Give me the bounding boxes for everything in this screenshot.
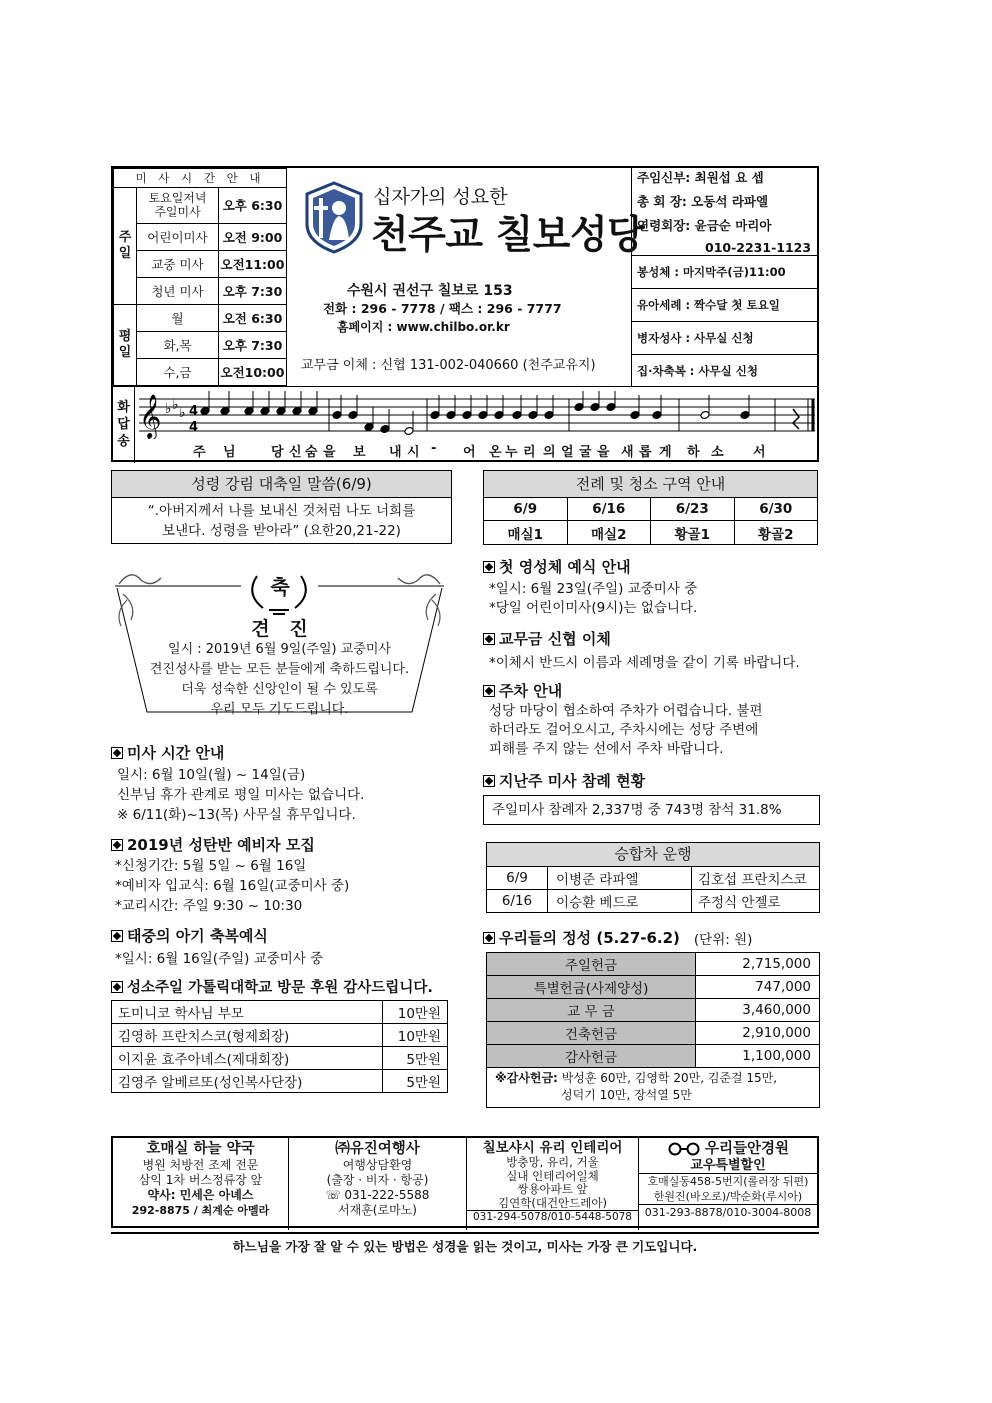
offering-name: 주일헌금	[487, 953, 696, 976]
lyric-syllable: -	[431, 441, 437, 456]
music-staff	[139, 391, 815, 439]
confirmation-text	[111, 640, 448, 720]
offering-name: 교 무 금	[487, 999, 696, 1022]
offering-amount: 1,100,000	[696, 1045, 820, 1068]
staff-info	[631, 168, 819, 386]
svg-text:♭: ♭	[172, 397, 179, 413]
liturgy-date: 6/16	[567, 498, 651, 521]
lyric-syllable: 새	[621, 445, 634, 460]
diamond-bullet-icon	[483, 561, 495, 573]
mass-time: 오전11:00	[219, 251, 287, 278]
van-title: 승합차 운행	[486, 842, 820, 867]
staff-list	[631, 168, 819, 256]
lyric-syllable: 얼	[561, 445, 574, 460]
ads-bar	[111, 1136, 819, 1228]
christmas-choir-text: *신청기간: 5월 5일 ~ 6월 16일 *예비자 입교식: 6월 16일(교중미사 중) *교리시간: 주일 9:30 ~ 10:30	[115, 858, 350, 914]
svg-text:♭: ♭	[165, 401, 172, 417]
offering-name: 건축헌금	[487, 1022, 696, 1045]
diamond-bullet-icon	[111, 930, 123, 942]
first-communion-heading: 첫 영성체 예식 안내	[483, 556, 631, 577]
donor-name: 김영하 프란치스코(형제회장)	[112, 1024, 383, 1047]
diamond-bullet-icon	[111, 839, 123, 851]
liturgy-date: 6/30	[734, 498, 818, 521]
offering-name: 특별헌금(사제양성)	[487, 976, 696, 999]
pentecost-title: 성령 강림 대축일 말씀(6/9)	[111, 470, 452, 498]
sunday-label: 주일	[114, 187, 137, 304]
pentecost-text: 보낸다. 성령을 받아라” (요한20,21-22)	[162, 523, 401, 539]
liturgy-date: 6/9	[484, 498, 568, 521]
offerings-note-label: ※감사헌금:	[495, 1071, 558, 1085]
offering-amount: 2,715,000	[696, 953, 820, 976]
glasses-icon	[667, 1142, 701, 1156]
church-address: 수원시 권선구 칠보로 153	[347, 283, 513, 299]
lyric-syllable: 하	[687, 445, 700, 460]
church-info	[287, 168, 645, 386]
ad-optical: 우리들안경원 교우특별할인 호매실동458-5번지(롤러장 뒤편) 한원진(바오로)/박순화(루시아) 031-293-8878/010-3004-8008	[639, 1138, 817, 1230]
bulletin-header	[111, 166, 819, 462]
lyric-syllable: 게	[659, 445, 672, 460]
lyric-syllable: 누	[505, 445, 518, 460]
donor-name: 도미니코 학사님 부모	[112, 1001, 383, 1024]
parking-text: 성당 마당이 협소하여 주차가 어렵습니다. 불편 하더라도 걸어오시고, 주차시에는 성당 주변에 피해를 주지 않는 선에서 주차 바랍니다.	[489, 703, 763, 757]
ad-name: 칠보샤시 유리 인테리어	[482, 1140, 623, 1156]
mass-time: 오전 9:00	[219, 224, 287, 251]
liturgy-area: 황골2	[734, 521, 818, 545]
lyric-syllable: 신	[289, 445, 302, 460]
unborn-blessing-text: *일시: 6월 16일(주일) 교중미사 중	[115, 951, 324, 967]
mass-name: 수,금	[137, 358, 219, 385]
donor-amount: 10만원	[383, 1024, 448, 1047]
lyric-syllable: 롭	[639, 445, 652, 460]
diamond-bullet-icon	[483, 685, 495, 697]
offerings-table	[486, 952, 820, 1068]
church-account: 교무금 이체 : 신협 131-002-040660 (천주교유지)	[301, 358, 596, 373]
church-subtitle: 십자가의 성요한	[373, 186, 508, 208]
church-homepage: 홈페이지 : www.chilbo.or.kr	[337, 320, 510, 334]
responsorial-psalm	[113, 386, 819, 463]
diamond-bullet-icon	[111, 981, 123, 993]
mass-time: 오전10:00	[219, 358, 287, 385]
christmas-choir-heading: 2019년 성탄반 예비자 모집	[111, 834, 315, 855]
svg-text:𝄞: 𝄞	[139, 394, 162, 438]
ad-name: ㈜유진여행사	[335, 1141, 420, 1157]
mass-name: 어린이미사	[137, 224, 219, 251]
confirmation-line: 더욱 성숙한 신앙인이 될 수 있도록	[181, 682, 378, 697]
mass-notice-heading: 미사 시간 안내	[111, 742, 224, 763]
offerings-note-text: 성덕기 10만, 장석열 5만	[561, 1088, 692, 1102]
lyric-syllable: 리	[523, 445, 536, 460]
mass-schedule-heading: 미 사 시 간 안 내	[114, 169, 287, 188]
pentecost-box	[111, 498, 452, 544]
lyric-syllable: 숨	[305, 445, 318, 460]
confirmation-line: 견진성사를 받는 모든 분들에게 축하드립니다.	[149, 662, 410, 677]
diamond-bullet-icon	[483, 633, 495, 645]
offerings-unit: (단위: 원)	[693, 931, 753, 948]
lyric-syllable: 시	[407, 445, 420, 460]
van-driver: 이병준 라파엘	[548, 867, 692, 890]
offering-name: 감사헌금	[487, 1045, 696, 1068]
offering-amount: 3,460,000	[696, 999, 820, 1022]
liturgy-title: 전례 및 청소 구역 안내	[483, 470, 818, 498]
confirmation-line: 우리 모두 기도드립니다.	[210, 702, 349, 717]
pastor-name: 주임신부: 최원섭 요 셉	[637, 170, 764, 185]
diamond-bullet-icon	[111, 747, 123, 759]
liturgy-table	[483, 497, 818, 545]
church-emblem-icon	[303, 180, 365, 254]
lyric-syllable: 내	[389, 445, 402, 460]
donor-name: 이지윤 효주아녜스(제대회장)	[112, 1047, 383, 1070]
lyric-syllable: 의	[543, 445, 556, 460]
weekday-label: 평일	[114, 304, 137, 385]
liturgy-area: 매실1	[484, 521, 568, 545]
mass-name: 토요일저녁 주일미사	[137, 187, 219, 223]
ad-pharmacy: 호매실 하늘 약국 병원 처방전 조제 전문 삼익 1차 버스정류장 앞 약사: 민세은 아녜스 292-8875 / 최계순 아멜라	[113, 1138, 289, 1230]
tithe-text: *이체시 반드시 이름과 세례명을 같이 기록 바랍니다.	[489, 655, 800, 671]
unborn-blessing-heading: 태중의 아기 축복예식	[111, 925, 268, 946]
anointing-info: 봉성체 : 마지막주(금)11:00	[631, 256, 819, 289]
liturgy-date: 6/23	[651, 498, 735, 521]
lyric-syllable: 어	[463, 445, 476, 460]
tithe-heading: 교무금 신협 이체	[483, 628, 611, 649]
ad-interior: 칠보샤시 유리 인테리어 방충망, 유리, 거울 실내 인테리어일체 쌍용아파트 앞 김연학(대건안드레아) 031-294-5078/010-5448-5078	[467, 1138, 639, 1230]
donor-name: 김영주 알베르또(성인복사단장)	[112, 1070, 383, 1093]
pentecost-text: “.아버지께서 나를 보내신 것처럼 나도 너희를	[147, 503, 416, 519]
donations-heading: 성소주일 가톨릭대학교 방문 후원 감사드립니다.	[111, 976, 433, 997]
offerings-heading: 우리들의 정성 (5.27-6.2) (단위: 원)	[483, 927, 752, 948]
van-driver: 김호섭 프란치스코	[692, 867, 820, 890]
svg-text:4: 4	[189, 404, 199, 419]
offerings-note	[486, 1068, 820, 1108]
ad-name: 호매실 하늘 약국	[146, 1141, 255, 1157]
infant-baptism-info: 유아세례 : 짝수달 첫 토요일	[631, 289, 819, 322]
ad-name: 우리들안경원	[704, 1141, 790, 1157]
van-date: 6/16	[487, 890, 548, 913]
mass-name: 월	[137, 304, 219, 331]
footer-divider	[111, 1232, 819, 1234]
liturgy-area: 매실2	[567, 521, 651, 545]
svg-text:♭: ♭	[179, 405, 186, 421]
liaison-name: 연령회장: 윤금순 마리아	[637, 218, 772, 233]
house-blessing-info: 집·차축복 : 사무실 신청	[637, 363, 758, 378]
donor-amount: 10만원	[383, 1001, 448, 1024]
footer-quote: 하느님을 가장 잘 알 수 있는 방법은 성경을 읽는 것이고, 미사는 가장 큰 기도입니다.	[232, 1239, 698, 1254]
church-phone: 전화 : 296 - 7778 / 팩스 : 296 - 7777	[323, 301, 562, 316]
lyric-syllable: 보	[353, 445, 366, 460]
van-table	[486, 866, 820, 913]
donor-amount: 5만원	[383, 1070, 448, 1093]
attendance-box: 주일미사 참례자 2,337명 중 743명 참석 31.8%	[483, 795, 820, 825]
offerings-note-text: 박성훈 60만, 김영학 20만, 김준걸 15만,	[557, 1071, 778, 1085]
confirmation-box	[111, 566, 448, 731]
first-communion-text: *일시: 6월 23일(주일) 교중미사 중 *당일 어린이미사(9시)는 없습니다.	[489, 581, 698, 616]
mass-name: 교중 미사	[137, 251, 219, 278]
offering-amount: 747,000	[696, 976, 820, 999]
lyric-syllable: 온	[489, 445, 502, 460]
van-driver: 주정식 안젤로	[692, 890, 820, 913]
mass-time: 오후 7:30	[219, 277, 287, 304]
diamond-bullet-icon	[483, 932, 495, 944]
svg-text:4: 4	[189, 420, 199, 435]
lyric-syllable: 굴	[579, 445, 592, 460]
offering-amount: 2,910,000	[696, 1022, 820, 1045]
ad-name-row	[639, 1140, 817, 1158]
confirmation-line: 일시 : 2019년 6월 9일(주일) 교중미사	[168, 642, 391, 657]
hymn-lyrics	[193, 441, 793, 461]
liaison-phone: 010-2231-1123	[705, 240, 812, 255]
ad-travel: ㈜유진여행사 여행상담환영 (출장 · 비자 · 항공) ☏ 031-222-5588 서재훈(로마노)	[289, 1138, 467, 1230]
attendance-heading: 지난주 미사 참례 현황	[483, 770, 645, 791]
hymn-label: 화답송	[113, 387, 135, 463]
mass-schedule-table	[113, 168, 287, 386]
lyric-syllable: 소	[711, 445, 724, 460]
mass-name: 화,목	[137, 331, 219, 358]
mass-time: 오후 7:30	[219, 331, 287, 358]
church-name: 천주교 칠보성당	[371, 213, 645, 258]
diamond-bullet-icon	[483, 775, 495, 787]
mass-time: 오전 6:30	[219, 304, 287, 331]
lyric-syllable: 을	[597, 445, 610, 460]
donor-amount: 5만원	[383, 1047, 448, 1070]
mass-notice-text: 일시: 6월 10일(월) ~ 14일(금) 신부님 휴가 관계로 평일 미사는 없습니다. ※ 6/11(화)~13(목) 사무실 휴무입니다.	[117, 767, 365, 823]
mass-time: 오후 6:30	[219, 187, 287, 223]
van-driver: 이승환 베드로	[548, 890, 692, 913]
mass-name: 청년 미사	[137, 277, 219, 304]
van-date: 6/9	[487, 867, 548, 890]
parking-heading: 주차 안내	[483, 680, 562, 701]
president-name: 총 회 장: 오동석 라파엘	[637, 194, 769, 209]
confirmation-title: 견 진	[251, 618, 308, 640]
lyric-syllable: 주	[193, 445, 206, 460]
lyric-syllable: 님	[223, 445, 236, 460]
confirmation-badge: 축	[270, 575, 290, 599]
lyric-syllable: 당	[271, 445, 284, 460]
sick-sacrament-info: 병자성사 : 사무실 신청	[631, 322, 819, 355]
lyric-syllable: 을	[323, 445, 336, 460]
lyric-syllable: 서	[753, 445, 766, 460]
liturgy-area: 황골1	[651, 521, 735, 545]
donations-table	[111, 1000, 448, 1093]
